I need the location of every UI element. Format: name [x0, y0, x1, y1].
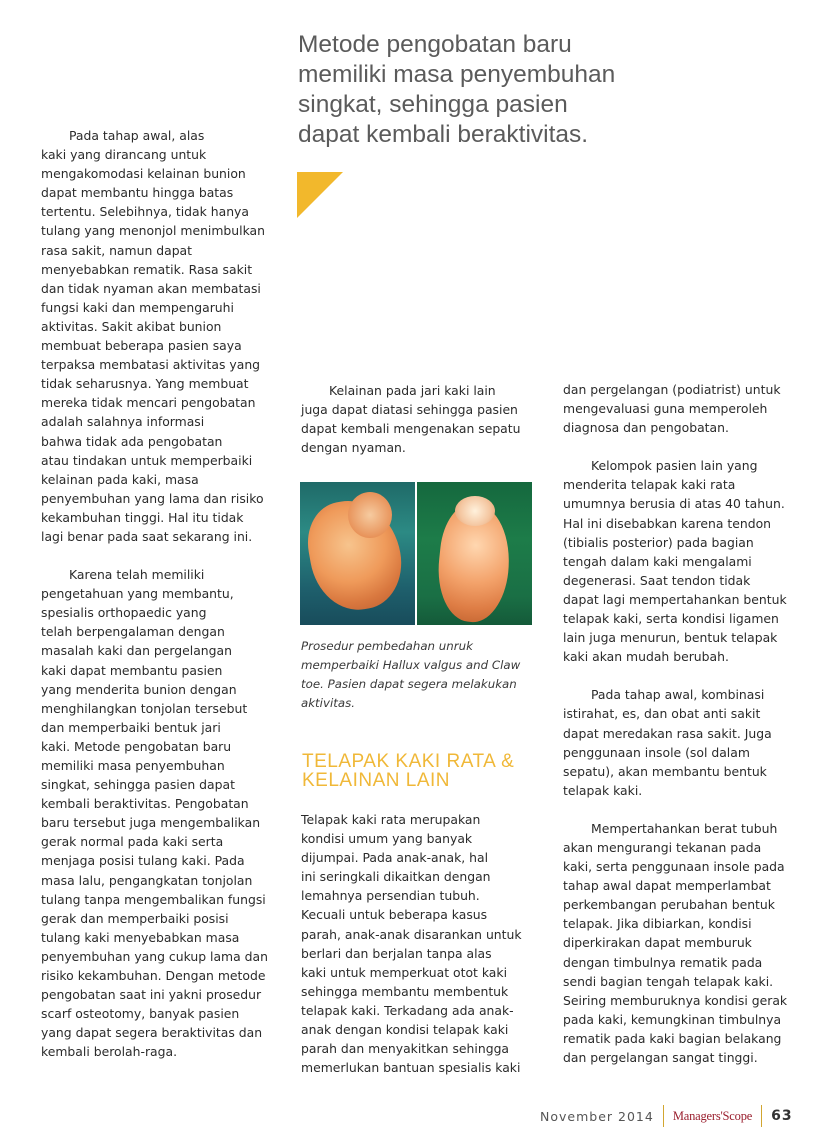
text-line: penggunaan insole (sol dalam — [563, 744, 750, 760]
text-line: adalah salahnya informasi — [41, 414, 205, 430]
footer-divider — [761, 1105, 762, 1127]
text-line: kaki yang dirancang untuk — [41, 147, 207, 163]
text-line: ini seringkali dikaitkan dengan — [301, 869, 491, 885]
text-line: Kecuali untuk beberapa kasus — [301, 907, 488, 923]
text-line: dijumpai. Pada anak-anak, hal — [301, 850, 489, 866]
text-line: sepatu), akan membantu bentuk — [563, 763, 767, 779]
text-line: yang dapat segera beraktivitas dan — [41, 1025, 263, 1041]
text-line: berlari dan berjalan tanpa alas — [301, 945, 492, 961]
paragraph — [563, 685, 811, 800]
text-line: kembali berolah-raga. — [41, 1044, 178, 1060]
text-line: kaki, serta penggunaan insole pada — [563, 859, 785, 875]
text-line: kaki. Metode pengobatan baru — [41, 738, 232, 754]
text-line: spesialis orthopaedic yang — [41, 605, 207, 621]
text-line: telah berpengalaman dengan — [41, 624, 225, 640]
text-line: lemahnya persendian tubuh. — [301, 888, 480, 904]
text-line: tulang kaki menyebabkan masa — [41, 929, 240, 945]
text-line: masa lalu, pengangkatan tonjolan — [41, 872, 253, 888]
text-line: penyembuhan yang lama dan risiko — [41, 490, 264, 506]
text-line: menderita telapak kaki rata — [563, 477, 736, 493]
text-line: tahap awal dapat memperlambat — [563, 878, 771, 894]
text-line: mengevaluasi guna memperoleh — [563, 401, 768, 417]
text-line: telapak. Jika dibiarkan, kondisi — [563, 916, 752, 932]
text-line: Hal ini disebabkan karena tendon — [563, 515, 772, 531]
text-line: dengan timbulnya rematik pada — [563, 954, 763, 970]
text-line: rasa sakit, namun dapat — [41, 242, 193, 258]
text-line: (tibialis posterior) pada bagian — [563, 534, 754, 550]
text-line: juga dapat diatasi sehingga pasien — [301, 402, 518, 418]
text-line: membuat beberapa pasien saya — [41, 338, 242, 354]
text-line: Telapak kaki rata merupakan — [301, 812, 481, 827]
text-line: masalah kaki dan pergelangan — [41, 643, 232, 659]
text-line: dapat membantu hingga batas — [41, 185, 234, 201]
caption-line: Prosedur pembedahan unruk — [301, 639, 473, 653]
text-line: yang menderita bunion dengan — [41, 681, 237, 697]
text-line: scarf osteotomy, banyak pasien — [41, 1006, 240, 1022]
heading-line: KELAINAN LAIN — [302, 770, 450, 791]
text-line: mengakomodasi kelainan bunion — [41, 166, 246, 182]
text-line: telapak kaki. Terkadang ada anak- — [301, 1002, 514, 1018]
text-line: dapat meredakan rasa sakit. Juga — [563, 725, 772, 741]
paragraph — [41, 126, 289, 546]
text-line: singkat, sehingga pasien dapat — [41, 777, 235, 793]
text-line: tulang yang menonjol menimbulkan — [41, 223, 265, 239]
text-line: baru tersebut juga mengembalikan — [41, 815, 261, 831]
text-line: tulang tanpa mengembalikan fungsi — [41, 891, 266, 907]
text-line: diagnosa dan pengobatan. — [563, 420, 729, 436]
text-line: dan pergelangan (podiatrist) untuk — [563, 382, 781, 397]
text-line: kaki akan mudah berubah. — [563, 649, 729, 665]
text-line: kaki untuk memperkuat otot kaki — [301, 964, 508, 980]
text-line: Karena telah memiliki — [69, 567, 205, 583]
paragraph — [301, 810, 547, 1077]
issue-date: November 2014 — [540, 1108, 654, 1124]
text-line: menghilangkan tonjolan tersebut — [41, 700, 248, 716]
paragraph — [41, 565, 289, 1061]
text-line: dan memperbaiki bentuk jari — [41, 719, 221, 735]
text-line: telapak kaki. — [563, 782, 643, 798]
text-line: fungsi kaki dan mempengaruhi — [41, 299, 234, 315]
text-line: akan mengurangi tekanan pada — [563, 839, 762, 855]
text-line: anak dengan kondisi telapak kaki — [301, 1022, 509, 1038]
text-line: pengetahuan yang membantu, — [41, 586, 234, 602]
pull-quote-line: singkat, sehingga pasien — [298, 91, 568, 118]
text-line: Pada tahap awal, alas — [69, 128, 205, 143]
page-footer — [540, 1104, 793, 1128]
text-line: diperkirakan dapat memburuk — [563, 935, 752, 951]
caption-line: memperbaiki Hallux valgus and Claw — [301, 658, 521, 672]
text-line: menyebabkan rematik. Rasa sakit — [41, 261, 253, 277]
text-line: Mempertahankan berat tubuh — [591, 820, 778, 836]
text-line: parah, anak-anak disarankan untuk — [301, 926, 522, 942]
magazine-logo: Managers'Scope — [672, 1108, 753, 1123]
text-line: kembali beraktivitas. Pengobatan — [41, 796, 249, 812]
paragraph — [563, 456, 811, 666]
text-line: umumnya berusia di atas 40 tahun. — [563, 496, 785, 512]
text-line: risiko kekambuhan. Dengan metode — [41, 968, 266, 984]
text-line: Kelompok pasien lain yang — [591, 458, 758, 474]
text-line: pengobatan saat ini yakni prosedur — [41, 987, 262, 1003]
column-middle — [301, 381, 547, 457]
text-line: dapat lagi mempertahankan bentuk — [563, 591, 787, 607]
text-line: kaki dapat membantu pasien — [41, 662, 223, 678]
photo-after — [417, 482, 532, 625]
text-line: dapat kembali mengenakan sepatu — [301, 421, 521, 437]
footer-divider — [663, 1105, 664, 1127]
text-line: kondisi umum yang banyak — [301, 831, 473, 847]
text-line: gerak dan memperbaiki posisi — [41, 910, 229, 926]
text-line: gerak normal pada kaki serta — [41, 834, 224, 850]
text-line: perkembangan perubahan bentuk — [563, 897, 775, 913]
text-line: terpaksa membatasi aktivitas yang — [41, 357, 261, 373]
text-line: tengah dalam kaki mengalami — [563, 553, 752, 569]
text-line: menjaga posisi tulang kaki. Pada — [41, 853, 245, 869]
text-line: lain juga menurun, bentuk telapak — [563, 630, 778, 646]
column-left — [41, 126, 289, 1062]
text-line: Kelainan pada jari kaki lain — [329, 383, 496, 398]
pull-quote-line: dapat kembali beraktivitas. — [298, 121, 589, 148]
text-line: bahwa tidak ada pengobatan — [41, 433, 223, 449]
text-line: penyembuhan yang cukup lama dan — [41, 948, 268, 964]
text-line: lagi benar pada saat sekarang ini. — [41, 528, 253, 544]
text-line: dan pergelangan sangat tinggi. — [563, 1050, 758, 1065]
text-line: aktivitas. Sakit akibat bunion — [41, 318, 222, 334]
text-line: tertentu. Selebihnya, tidak hanya — [41, 204, 249, 220]
pull-quote-line: memiliki masa penyembuhan — [298, 61, 616, 88]
text-line: atau tindakan untuk memperbaiki — [41, 452, 253, 468]
caption-line: aktivitas. — [301, 696, 355, 710]
accent-triangle — [297, 172, 343, 218]
text-line: Pada tahap awal, kombinasi — [591, 687, 765, 703]
text-line: telapak kaki, serta kondisi ligamen — [563, 611, 779, 627]
surgery-photo — [300, 482, 532, 625]
heading-line: TELAPAK KAKI RATA & — [302, 751, 515, 772]
text-line: kelainan pada kaki, masa — [41, 471, 199, 487]
text-line: memiliki masa penyembuhan — [41, 758, 225, 773]
text-line: Seiring memburuknya kondisi gerak — [563, 992, 788, 1008]
paragraph — [563, 819, 811, 1067]
pull-quote — [298, 30, 798, 150]
text-line: mereka tidak mencari pengobatan — [41, 395, 256, 411]
text-line: sehingga membantu membentuk — [301, 983, 509, 999]
caption-line: toe. Pasien dapat segera melakukan — [301, 677, 517, 691]
column-right — [563, 380, 811, 1067]
text-line: istirahat, es, dan obat anti sakit — [563, 706, 761, 722]
text-line: tidak seharusnya. Yang membuat — [41, 376, 249, 392]
pull-quote-line: Metode pengobatan baru — [298, 31, 572, 58]
photo-before — [300, 482, 415, 625]
paragraph — [563, 380, 811, 437]
photo-caption — [301, 637, 541, 713]
column-middle-lower — [301, 810, 547, 1077]
text-line: degenerasi. Saat tendon tidak — [563, 572, 751, 588]
page-number: 63 — [771, 1108, 793, 1124]
text-line: dengan nyaman. — [301, 440, 406, 456]
text-line: dan tidak nyaman akan membatasi — [41, 280, 261, 296]
paragraph — [301, 381, 547, 457]
text-line: pada kaki, kemungkinan timbulnya — [563, 1011, 782, 1027]
text-line: memerlukan bantuan spesialis kaki — [301, 1060, 521, 1076]
section-heading — [302, 752, 542, 790]
text-line: parah dan menyakitkan sehingga — [301, 1041, 510, 1057]
text-line: rematik pada kaki bagian belakang — [563, 1030, 782, 1046]
text-line: kekambuhan tinggi. Hal itu tidak — [41, 509, 244, 525]
text-line: sendi bagian tengah telapak kaki. — [563, 973, 774, 989]
